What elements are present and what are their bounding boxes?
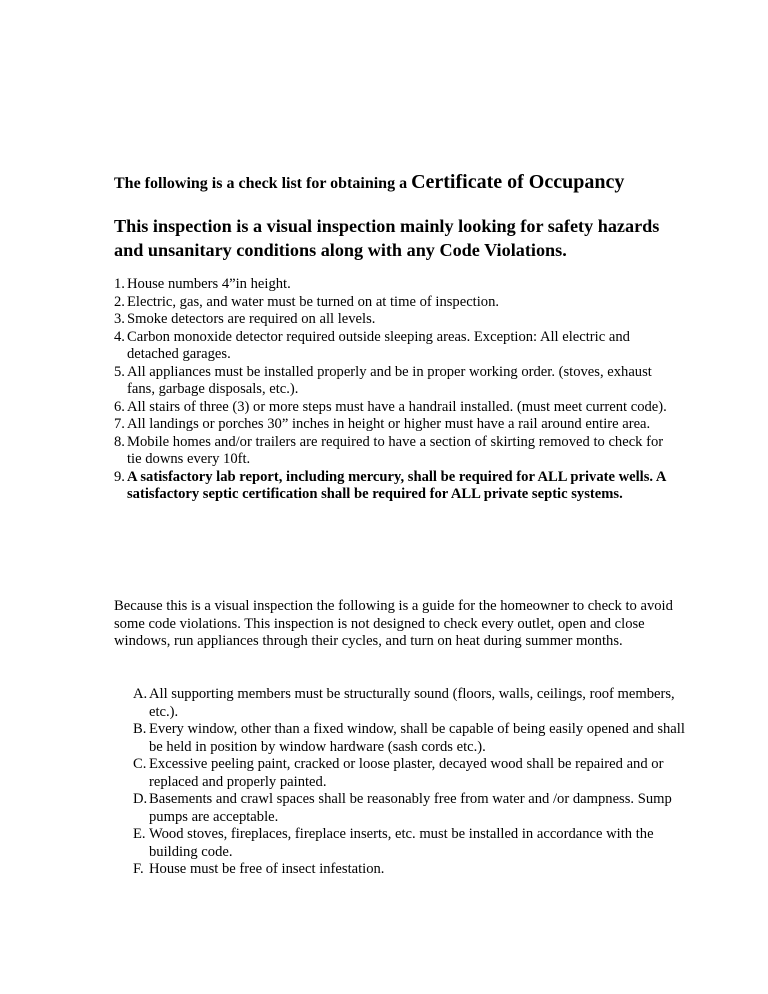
checklist-marker: 1. (114, 276, 125, 292)
guide-marker: F. (133, 861, 144, 877)
title-emphasis: Certificate of Occupancy (411, 171, 625, 193)
guide-item (133, 756, 693, 791)
checklist-item (114, 416, 674, 434)
checklist-marker: 7. (114, 416, 125, 432)
guide-text: Wood stoves, fireplaces, fireplace inserts, etc. must be installed in accordance with the building code. (149, 826, 654, 860)
checklist-marker: 6. (114, 398, 125, 415)
guide-intro-paragraph: Because this is a visual inspection the following is a guide for the homeowner to check to avoid some code violations. This inspection is not designed to check every outlet, open and close windows, run appliances through their cycles, and turn on heat during summer months. (114, 598, 673, 649)
guide-item (133, 686, 693, 721)
guide-item (133, 791, 693, 826)
guide-item (133, 721, 693, 756)
checklist-item (114, 329, 674, 364)
checklist-text: All stairs of three (3) or more steps must have a handrail installed. (must meet current code). (127, 398, 667, 415)
title-prefix: The following is a check list for obtaining a (114, 175, 412, 192)
guide-item (133, 861, 693, 879)
checklist-marker: 5. (114, 363, 125, 380)
checklist-marker: 4. (114, 328, 125, 345)
guide-text: Excessive peeling paint, cracked or loose plaster, decayed wood shall be repaired and or replaced and properly painted. (149, 756, 664, 790)
checklist-marker: 8. (114, 433, 125, 450)
guide-text: House must be free of insect infestation. (149, 861, 385, 877)
guide-marker: C. (133, 756, 147, 772)
checklist-text: Electric, gas, and water must be turned on at time of inspection. (127, 293, 500, 310)
checklist-item (114, 311, 674, 329)
checklist-text: Carbon monoxide detector required outside sleeping areas. Exception: All electric and detached garages. (127, 328, 630, 362)
checklist-item (114, 434, 674, 469)
document-subtitle: This inspection is a visual inspection mainly looking for safety hazards and unsanitary conditions along with any Code Violations. (114, 216, 660, 260)
guide-marker: A. (133, 686, 148, 702)
requirements-checklist (114, 276, 674, 504)
checklist-text: All appliances must be installed properly and be in proper working order. (stoves, exhaust fans, garbage disposals, etc.). (127, 363, 652, 397)
checklist-text: Smoke detectors are required on all levels. (127, 311, 376, 327)
checklist-text: A satisfactory lab report, including mercury, shall be required for ALL private wells. A satisfactory septic certification shall be required for ALL private septic systems. (127, 468, 666, 502)
guide-text: All supporting members must be structurally sound (floors, walls, ceilings, roof members, etc.). (149, 686, 675, 720)
guide-marker: D. (133, 791, 148, 807)
checklist-item (114, 276, 674, 294)
homeowner-guide-list (133, 686, 693, 879)
checklist-marker: 9. (114, 468, 125, 485)
checklist-marker: 2. (114, 293, 125, 310)
document-title (114, 169, 734, 197)
checklist-text: House numbers 4”in height. (127, 276, 291, 292)
checklist-item-bold (114, 469, 674, 504)
guide-item (133, 826, 693, 861)
checklist-item (114, 294, 674, 312)
guide-marker: E. (133, 826, 146, 842)
checklist-text: All landings or porches 30” inches in height or higher must have a rail around entire area. (127, 416, 651, 432)
checklist-item (114, 399, 674, 417)
guide-text: Basements and crawl spaces shall be reasonably free from water and /or dampness. Sump pumps are acceptable. (149, 791, 672, 825)
checklist-text: Mobile homes and/or trailers are required to have a section of skirting removed to check for tie downs every 10ft. (127, 433, 664, 467)
guide-text: Every window, other than a fixed window, shall be capable of being easily opened and shall be held in position by window hardware (sash cords etc.). (149, 721, 685, 755)
checklist-marker: 3. (114, 311, 125, 327)
checklist-item (114, 364, 674, 399)
guide-marker: B. (133, 721, 147, 737)
